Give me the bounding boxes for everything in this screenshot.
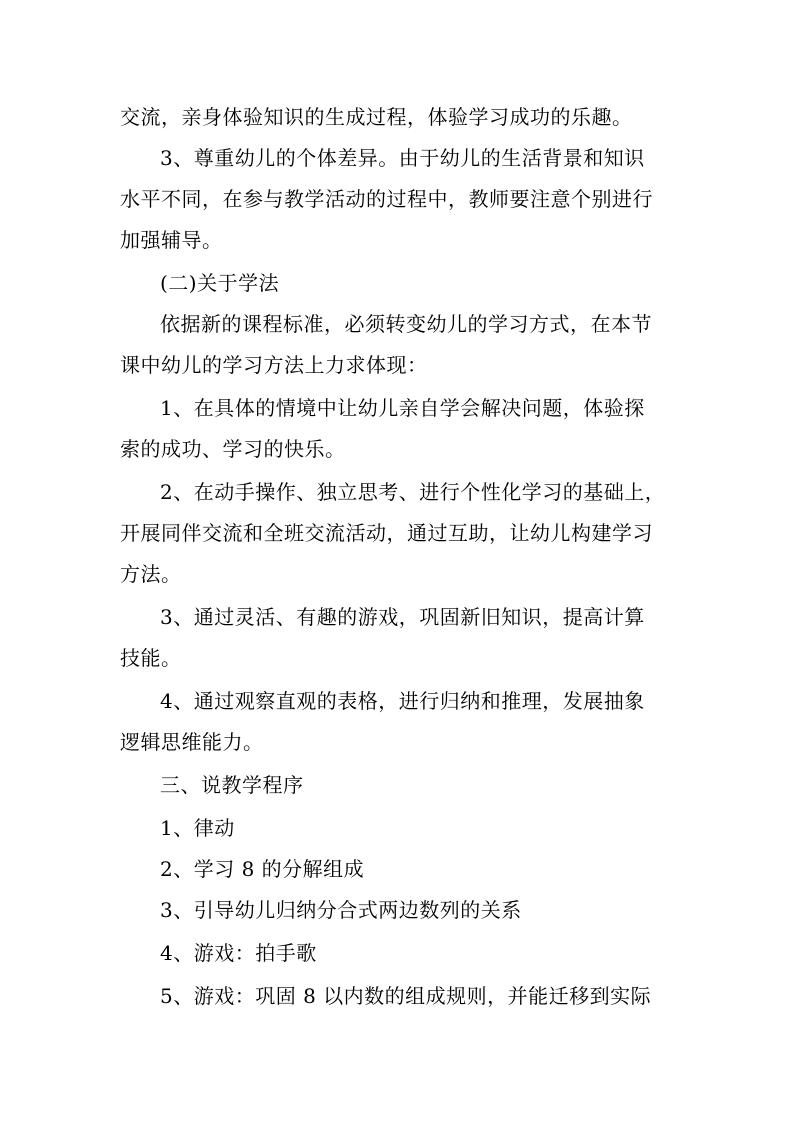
list-item: 5、游戏：巩固 8 以内数的组成规则，并能迁移到实际	[160, 984, 652, 1008]
paragraph-line: 课中幼儿的学习方法上力求体现：	[120, 353, 428, 377]
list-item: 1、律动	[160, 816, 235, 840]
paragraph-line: 方法。	[120, 562, 182, 586]
section-heading: 三、说教学程序	[160, 773, 304, 797]
list-item: 4、游戏：拍手歌	[160, 941, 317, 965]
list-item: 2、在动手操作、独立思考、进行个性化学习的基础上，	[160, 480, 666, 504]
paragraph-line: 交流，亲身体验知识的生成过程，体验学习成功的乐趣。	[120, 105, 633, 129]
list-item: 2、学习 8 的分解组成	[160, 857, 365, 881]
paragraph-line: 索的成功、学习的快乐。	[120, 437, 346, 461]
list-item: 4、通过观察直观的表格，进行归纳和推理，发展抽象	[160, 689, 645, 713]
list-item: 3、通过灵活、有趣的游戏，巩固新旧知识，提高计算	[160, 605, 645, 629]
paragraph-line: 3、尊重幼儿的个体差异。由于幼儿的生活背景和知识	[160, 146, 645, 170]
paragraph-line: 开展同伴交流和全班交流活动，通过互助，让幼儿构建学习	[120, 521, 653, 545]
paragraph-line: 加强辅导。	[120, 228, 223, 252]
paragraph-line: 依据新的课程标准，必须转变幼儿的学习方式，在本节	[160, 312, 652, 336]
paragraph-line: 逻辑思维能力。	[120, 730, 264, 754]
paragraph-line: 技能。	[120, 646, 182, 670]
paragraph-line: 水平不同，在参与教学活动的过程中，教师要注意个别进行	[120, 187, 653, 211]
list-item: 1、在具体的情境中让幼儿亲自学会解决问题，体验探	[160, 396, 645, 420]
section-heading: (二)关于学法	[160, 271, 280, 295]
list-item: 3、引导幼儿归纳分合式两边数列的关系	[160, 898, 522, 922]
